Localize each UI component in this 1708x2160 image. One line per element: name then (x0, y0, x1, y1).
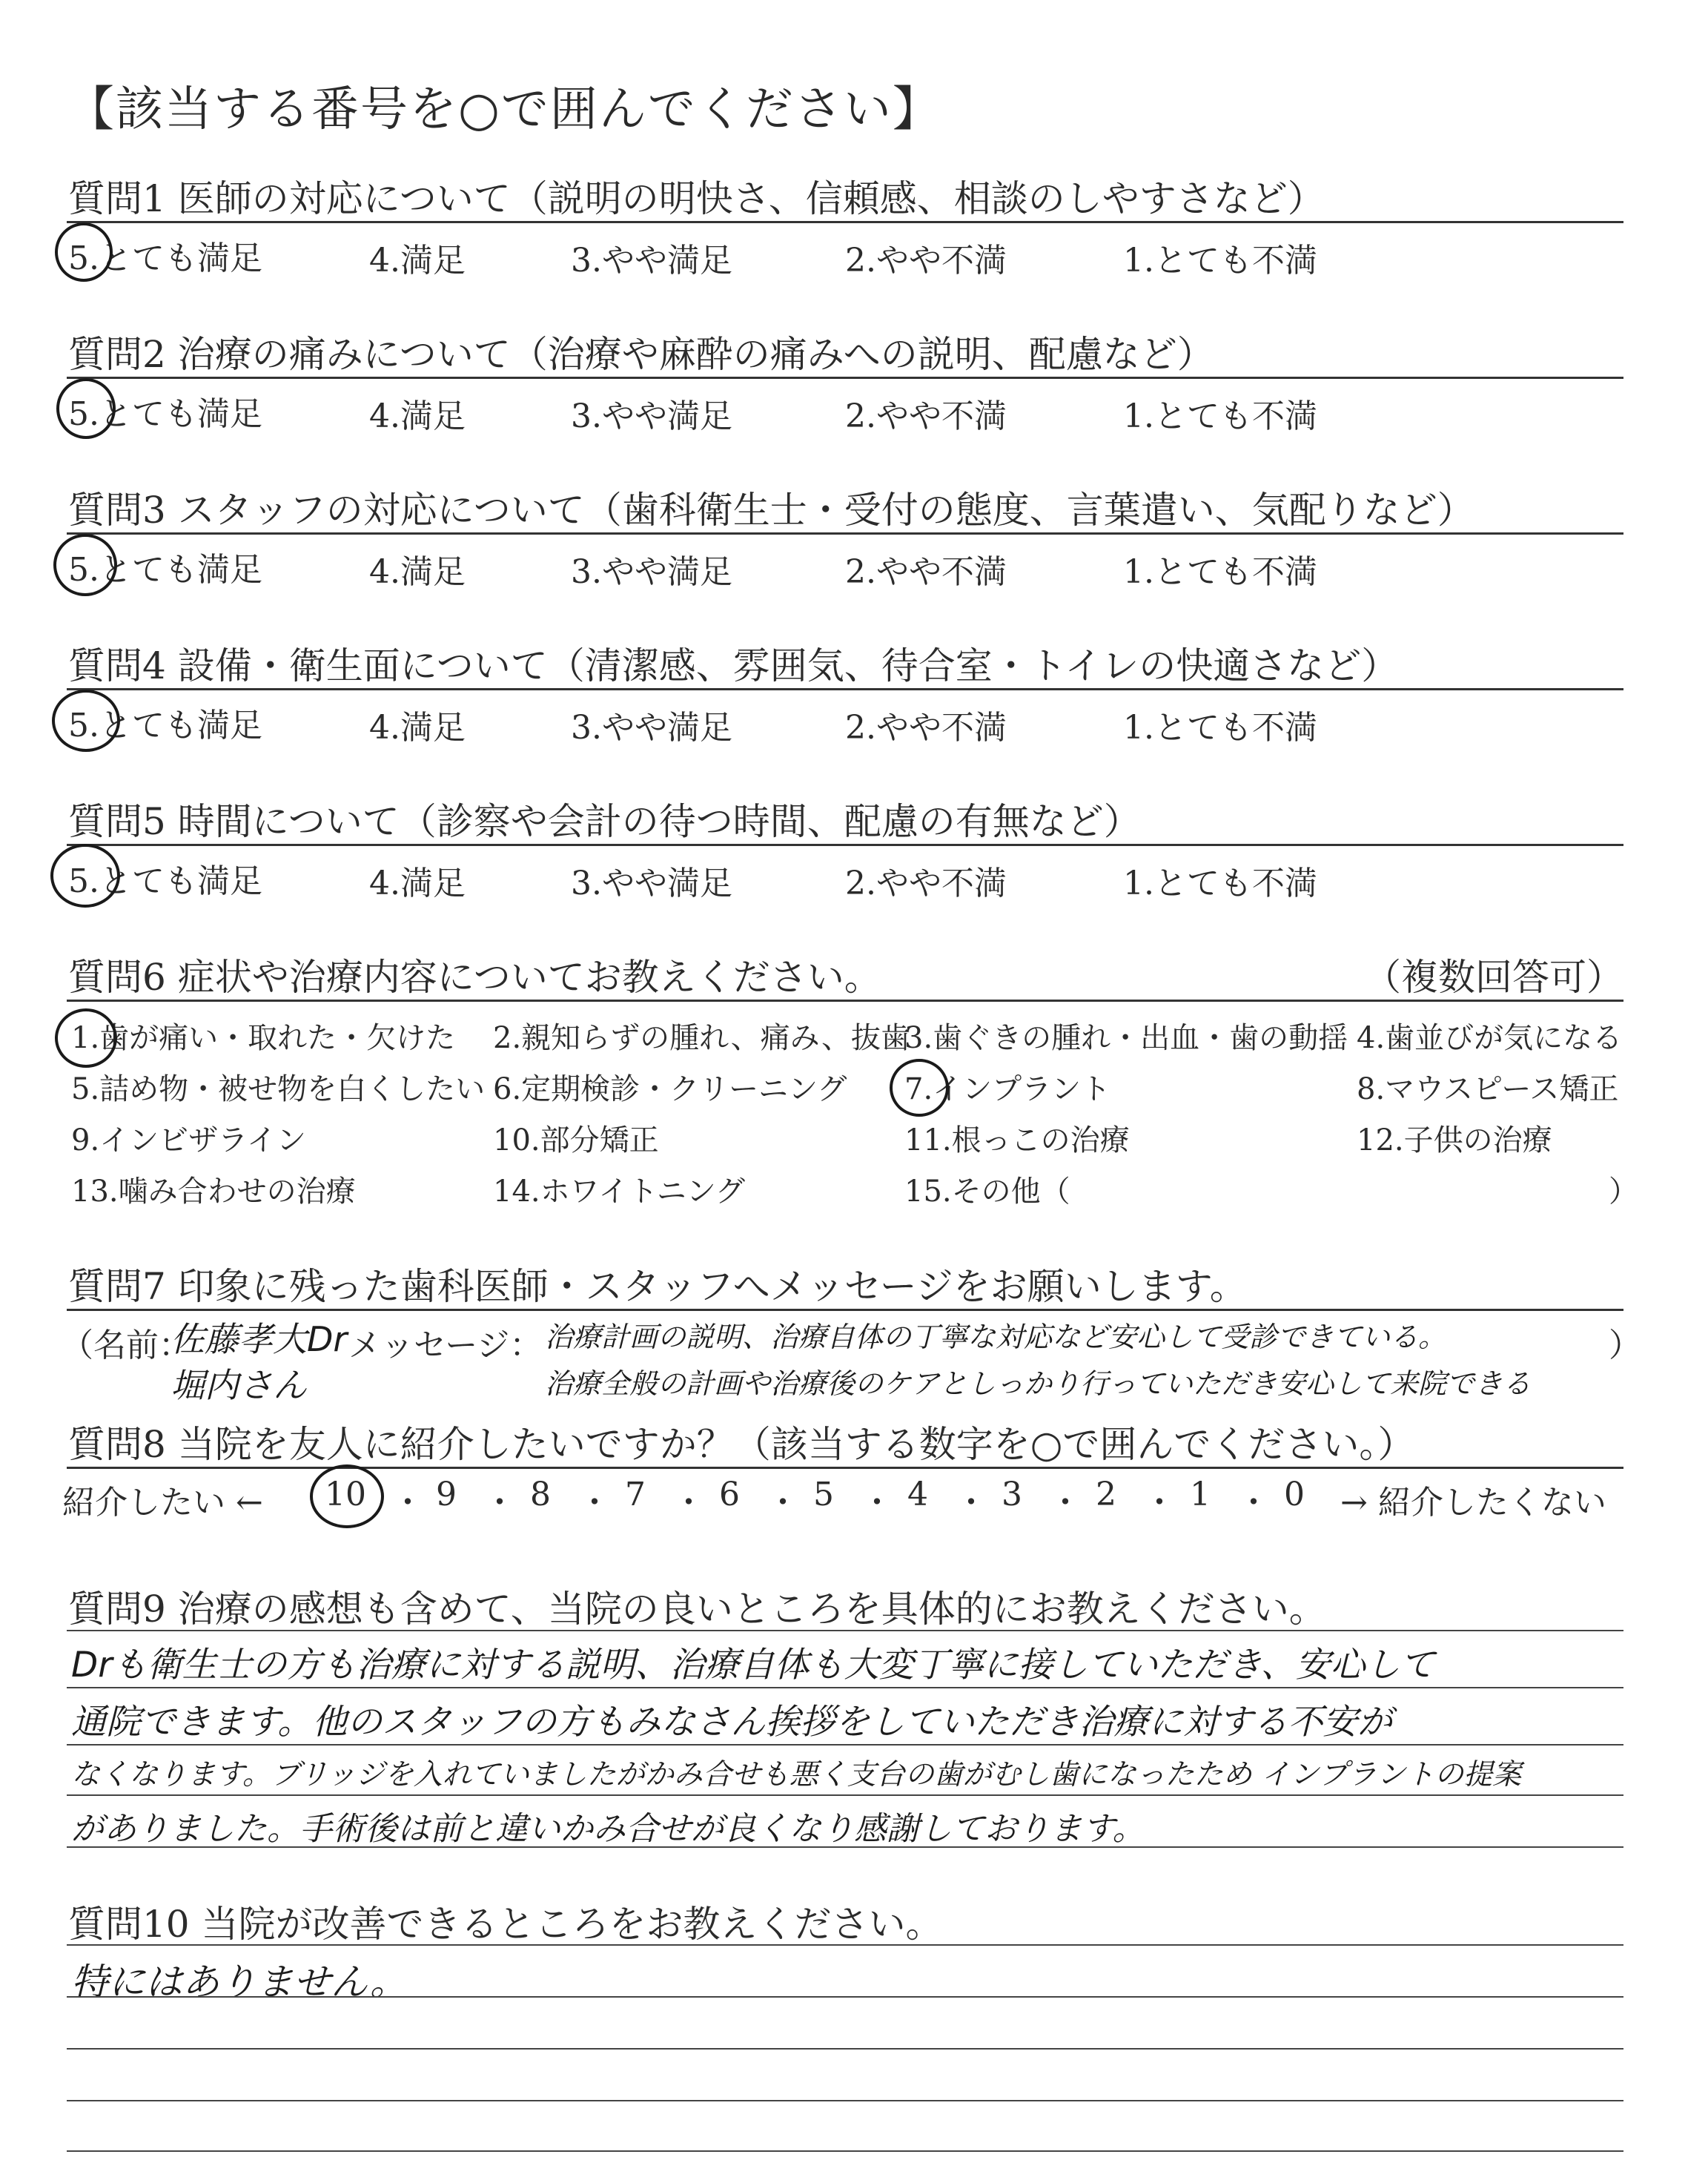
q5-option-4[interactable]: 4.満足 (369, 865, 466, 902)
q1-option-5[interactable]: 5.とても満足 (68, 240, 262, 277)
q6-option-8[interactable]: 8.マウスピース矯正 (1357, 1072, 1619, 1106)
q2-option-1[interactable]: 1.とても不満 (1123, 397, 1317, 435)
q6-option-14[interactable]: 14.ホワイトニング (493, 1175, 746, 1209)
q8-dot: ・ (483, 1484, 516, 1522)
q2-option-5[interactable]: 5.とても満足 (68, 395, 262, 433)
q5-option-2[interactable]: 2.やや不満 (845, 865, 1007, 902)
q8-left-label: 紹介したい ← (62, 1484, 263, 1522)
q4-option-3[interactable]: 3.やや満足 (571, 709, 732, 747)
q4-option-4[interactable]: 4.満足 (369, 709, 466, 747)
q2-option-4[interactable]: 4.満足 (369, 397, 466, 435)
q4-option-2[interactable]: 2.やや不満 (845, 709, 1007, 747)
page-title: 【該当する番号を○で囲んでください】 (67, 82, 941, 137)
q6-option-3[interactable]: 3.歯ぐきの腫れ・出血・歯の動揺 (904, 1021, 1348, 1055)
q6-option-15[interactable]: 15.その他（ (904, 1175, 1070, 1209)
q8-dot: ・ (391, 1484, 424, 1522)
q8-scale-10[interactable]: 10 (325, 1476, 366, 1513)
q7-name-value-1: 佐藤孝大Dr (171, 1319, 348, 1359)
question-6-note: （複数回答可） (1364, 956, 1623, 999)
q9-rule (67, 1846, 1623, 1848)
q8-scale-2[interactable]: 2 (1096, 1476, 1116, 1513)
q6-selected-circle-7 (890, 1059, 949, 1117)
q6-option-4[interactable]: 4.歯並びが気になる (1357, 1021, 1623, 1055)
q1-option-2[interactable]: 2.やや不満 (845, 242, 1007, 280)
q6-option-1[interactable]: 1.歯が痛い・取れた・欠けた (71, 1021, 456, 1055)
q8-scale-8[interactable]: 8 (530, 1476, 551, 1513)
q6-option-2[interactable]: 2.親知らずの腫れ、痛み、抜歯 (493, 1021, 910, 1055)
q2-option-2[interactable]: 2.やや不満 (845, 397, 1007, 435)
q8-scale-6[interactable]: 6 (719, 1476, 740, 1513)
q5-option-3[interactable]: 3.やや満足 (571, 865, 732, 902)
q1-selected-circle (55, 222, 113, 282)
q8-dot: ・ (861, 1484, 893, 1522)
q8-dot: ・ (955, 1484, 987, 1522)
question-4-label: 質問4 設備・衛生面について（清潔感、雰囲気、待合室・トイレの快適さなど） (68, 644, 1399, 687)
q2-option-3[interactable]: 3.やや満足 (571, 397, 732, 435)
q6-option-7[interactable]: 7.インプラント (904, 1072, 1111, 1106)
question-1-rule (67, 221, 1623, 223)
q8-dot: ・ (1143, 1484, 1176, 1522)
question-4-rule (67, 688, 1623, 690)
q10-rule (67, 2100, 1623, 2101)
q8-scale-5[interactable]: 5 (813, 1476, 834, 1513)
q8-scale-3[interactable]: 3 (1002, 1476, 1022, 1513)
q8-scale-9[interactable]: 9 (436, 1476, 457, 1513)
question-5-rule (67, 844, 1623, 846)
q6-option-12[interactable]: 12.子供の治療 (1357, 1123, 1552, 1157)
q7-message-prefix: メッセージ： (348, 1327, 543, 1364)
q7-close-paren: ） (1609, 1327, 1641, 1364)
q9-rule (67, 1744, 1623, 1745)
question-7-label: 質問7 印象に残った歯科医師・スタッフへメッセージをお願いします。 (68, 1265, 1247, 1308)
q7-name-prefix: （名前： (61, 1327, 191, 1364)
q3-option-2[interactable]: 2.やや不満 (845, 553, 1007, 591)
q9-answer-line-1: Drも衛生士の方も治療に対する説明、治療自体も大変丁寧に接していただき、安心して (71, 1645, 1435, 1685)
question-1-label: 質問1 医師の対応について（説明の明快さ、信頼感、相談のしやすさなど） (68, 177, 1325, 220)
q6-option-9[interactable]: 9.インビザライン (71, 1123, 306, 1157)
question-9-label: 質問9 治療の感想も含めて、当院の良いところを具体的にお教えください。 (68, 1588, 1326, 1631)
q10-rule (67, 2150, 1623, 2152)
q9-answer-line-4: がありました。手術後は前と違いかみ合せが良くなり感謝しております。 (71, 1810, 1145, 1848)
question-5-label: 質問5 時間について（診察や会計の待つ時間、配慮の有無など） (68, 800, 1141, 843)
q6-option-11[interactable]: 11.根っこの治療 (904, 1123, 1130, 1157)
q8-scale-4[interactable]: 4 (907, 1476, 928, 1513)
question-3-label: 質問3 スタッフの対応について（歯科衛生士・受付の態度、言葉遣い、気配りなど） (68, 489, 1474, 532)
q3-option-5[interactable]: 5.とても満足 (68, 551, 262, 589)
q8-scale-1[interactable]: 1 (1190, 1476, 1211, 1513)
q1-option-3[interactable]: 3.やや満足 (571, 242, 732, 280)
q6-option-10[interactable]: 10.部分矯正 (493, 1123, 659, 1157)
q6-option-15-close: ） (1609, 1175, 1638, 1209)
question-6-rule (67, 1000, 1623, 1002)
q1-option-1[interactable]: 1.とても不満 (1123, 242, 1317, 280)
q9-answer-line-2: 通院できます。他のスタッフの方もみなさん挨拶をしていただき治療に対する不安が (71, 1702, 1393, 1743)
q8-scale-7[interactable]: 7 (625, 1476, 646, 1513)
q8-dot: ・ (1237, 1484, 1270, 1522)
q8-selected-circle (310, 1464, 384, 1528)
q9-rule (67, 1687, 1623, 1688)
q4-option-5[interactable]: 5.とても満足 (68, 707, 262, 744)
question-7-rule (67, 1309, 1623, 1311)
q4-option-1[interactable]: 1.とても不満 (1123, 709, 1317, 747)
question-3-rule (67, 532, 1623, 535)
question-2-label: 質問2 治療の痛みについて（治療や麻酔の痛みへの説明、配慮など） (68, 333, 1214, 376)
q1-option-4[interactable]: 4.満足 (369, 242, 466, 280)
q5-option-5[interactable]: 5.とても満足 (68, 862, 262, 900)
q7-message-line-2: 治療全般の計画や治療後のケアとしっかり行っていただき安心して来院できる (545, 1367, 1532, 1400)
q8-dot: ・ (767, 1484, 799, 1522)
q8-scale-0[interactable]: 0 (1284, 1476, 1305, 1513)
question-2-rule (67, 377, 1623, 379)
q2-selected-circle (56, 378, 116, 439)
q8-dot: ・ (672, 1484, 705, 1522)
q5-selected-circle (50, 844, 120, 908)
q6-option-13[interactable]: 13.噛み合わせの治療 (71, 1175, 356, 1209)
question-8-rule (67, 1467, 1623, 1469)
q3-selected-circle (53, 534, 117, 596)
q4-selected-circle (52, 690, 120, 752)
q10-rule (67, 1944, 1623, 1946)
question-6-label: 質問6 症状や治療内容についてお教えください。 (68, 956, 881, 999)
q8-dot: ・ (578, 1484, 611, 1522)
question-10-label: 質問10 当院が改善できるところをお教えください。 (68, 1903, 943, 1946)
q5-option-1[interactable]: 1.とても不満 (1123, 865, 1317, 902)
q10-rule (67, 2048, 1623, 2050)
question-8-label: 質問8 当院を友人に紹介したいですか？（該当する数字を○で囲んでください。） (68, 1423, 1415, 1466)
q7-name-value-2: 堀内さん (171, 1365, 307, 1405)
q10-rule (67, 1996, 1623, 1998)
q3-option-3[interactable]: 3.やや満足 (571, 553, 732, 591)
q6-option-5[interactable]: 5.詰め物・被せ物を白くしたい (71, 1072, 486, 1106)
q8-right-label: → 紹介したくない (1340, 1484, 1606, 1522)
q6-option-6[interactable]: 6.定期検診・クリーニング (493, 1072, 847, 1106)
q9-rule (67, 1794, 1623, 1796)
q9-answer-line-3: なくなります。ブリッジを入れていましたがかみ合せも悪く支台の歯がむし歯になったため インプラントの提案 (71, 1758, 1522, 1791)
q3-option-1[interactable]: 1.とても不満 (1123, 553, 1317, 591)
q9-rule (67, 1630, 1623, 1631)
q8-dot: ・ (1049, 1484, 1082, 1522)
q7-message-line-1: 治療計画の説明、治療自体の丁寧な対応など安心して受診できている。 (545, 1321, 1447, 1353)
q6-selected-circle-1 (55, 1008, 117, 1068)
q3-option-4[interactable]: 4.満足 (369, 553, 466, 591)
q10-answer: 特にはありません。 (71, 1961, 407, 2004)
